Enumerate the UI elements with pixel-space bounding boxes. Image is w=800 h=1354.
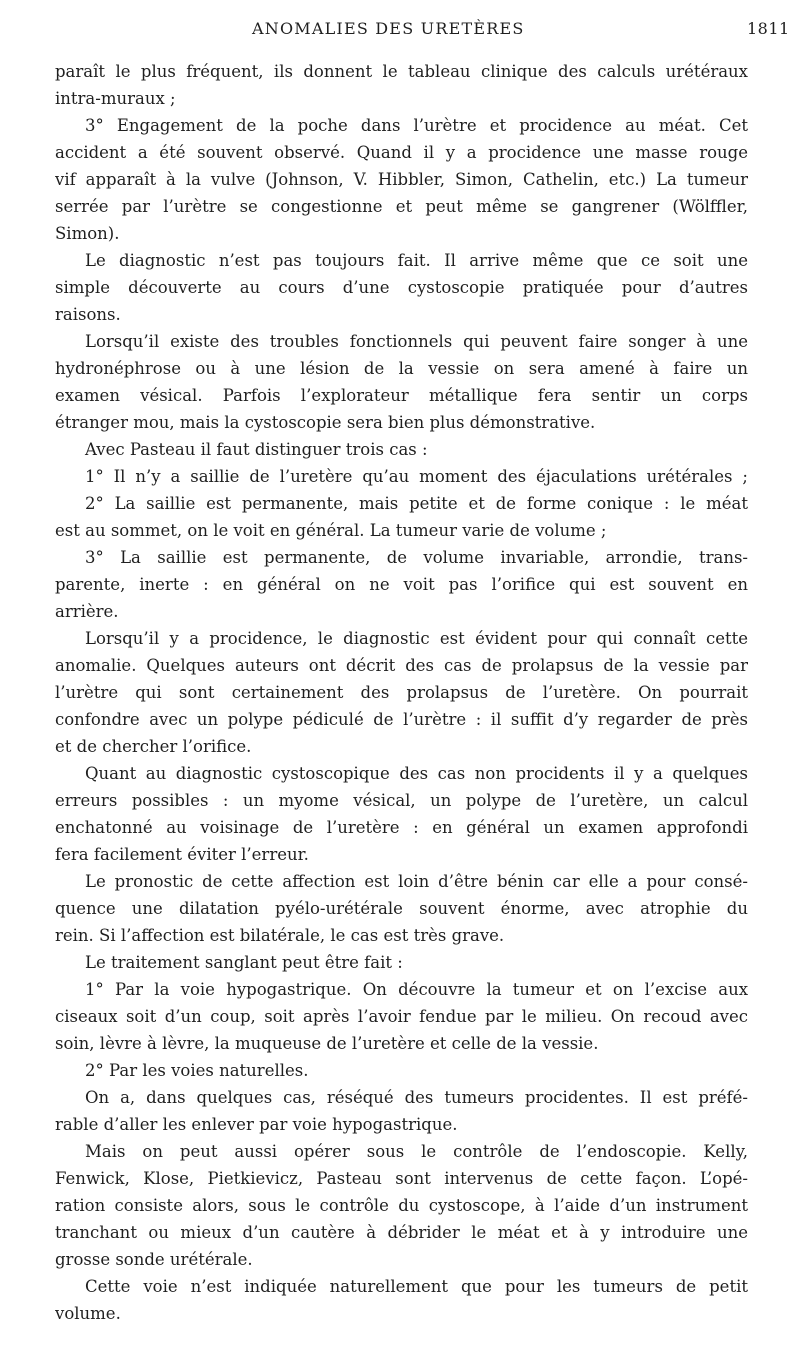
text-line: paraît le plus fréquent, ils donnent le tableau clinique des calculs urétéraux [55, 62, 748, 81]
text-line: Le diagnostic n’est pas toujours fait. Il arrive même que ce soit une [85, 251, 748, 270]
text-line: parente, inerte : en général on ne voit pas l’orifice qui est souvent en [55, 575, 748, 594]
text-line: On a, dans quelques cas, réséqué des tumeurs procidentes. Il est préfé- [85, 1088, 748, 1107]
text-line: 2° La saillie est permanente, mais petite et de forme conique : le méat [85, 494, 748, 513]
text-line: hydronéphrose ou à une lésion de la vessie on sera amené à faire un [55, 359, 748, 378]
text-line: ration consiste alors, sous le contrôle du cystoscope, à l’aide d’un instrument [55, 1196, 748, 1215]
text-line: grosse sonde urétérale. [55, 1250, 253, 1269]
text-line: quence une dilatation pyélo-urétérale souvent énorme, avec atrophie du [55, 899, 748, 918]
text-line: anomalie. Quelques auteurs ont décrit des cas de prolapsus de la vessie par [55, 656, 748, 675]
text-line: rein. Si l’affection est bilatérale, le cas est très grave. [55, 926, 505, 945]
text-line: Avec Pasteau il faut distinguer trois cas : [85, 440, 428, 459]
text-line: Fenwick, Klose, Pietkievicz, Pasteau sont intervenus de cette façon. L’opé- [55, 1169, 748, 1188]
text-line: étranger mou, mais la cystoscopie sera bien plus démonstrative. [55, 413, 596, 432]
text-line: ciseaux soit d’un coup, soit après l’avoir fendue par le milieu. On recoud avec [55, 1007, 748, 1026]
page-header [0, 13, 800, 45]
text-line: intra-muraux ; [55, 89, 176, 108]
text-line: confondre avec un polype pédiculé de l’urètre : il suffit d’y regarder de près [55, 710, 748, 729]
text-line: enchatonné au voisinage de l’uretère : en général un examen approfondi [55, 818, 748, 837]
text-line: serrée par l’urètre se congestionne et peut même se gangrener (Wölffler, [55, 197, 748, 216]
text-line: volume. [55, 1304, 121, 1323]
text-line: Simon). [55, 224, 120, 243]
text-line: l’urètre qui sont certainement des prolapsus de l’uretère. On pourrait [55, 683, 748, 702]
text-line: Cette voie n’est indiquée naturellement que pour les tumeurs de petit [85, 1277, 748, 1296]
text-line: Le pronostic de cette affection est loin d’être bénin car elle a pour consé- [85, 872, 748, 891]
text-line: fera facilement éviter l’erreur. [55, 845, 309, 864]
text-line: soin, lèvre à lèvre, la muqueuse de l’uretère et celle de la vessie. [55, 1034, 599, 1053]
text-line: arrière. [55, 602, 119, 621]
text-line: erreurs possibles : un myome vésical, un polype de l’uretère, un calcul [55, 791, 748, 810]
running-title: ANOMALIES DES URETÈRES [252, 19, 525, 38]
text-line: 3° La saillie est permanente, de volume invariable, arrondie, trans- [85, 548, 748, 567]
text-line: Le traitement sanglant peut être fait : [85, 953, 403, 972]
body-text [55, 58, 748, 1327]
text-line: accident a été souvent observé. Quand il y a procidence une masse rouge [55, 143, 748, 162]
text-line: raisons. [55, 305, 121, 324]
text-line: et de chercher l’orifice. [55, 737, 252, 756]
text-line: Lorsqu’il y a procidence, le diagnostic est évident pour qui connaît cette [85, 629, 748, 648]
text-line: vif apparaît à la vulve (Johnson, V. Hibbler, Simon, Cathelin, etc.) La tumeur [55, 170, 748, 189]
text-line: 1° Il n’y a saillie de l’uretère qu’au moment des éjaculations urétérales ; [85, 467, 748, 486]
text-line: rable d’aller les enlever par voie hypogastrique. [55, 1115, 458, 1134]
text-line: examen vésical. Parfois l’explorateur métallique fera sentir un corps [55, 386, 748, 405]
text-line: 3° Engagement de la poche dans l’urètre et procidence au méat. Cet [85, 116, 748, 135]
text-line: Lorsqu’il existe des troubles fonctionnels qui peuvent faire songer à une [85, 332, 748, 351]
text-line: Mais on peut aussi opérer sous le contrôle de l’endoscopie. Kelly, [85, 1142, 748, 1161]
text-line: est au sommet, on le voit en général. La tumeur varie de volume ; [55, 521, 607, 540]
text-line: 2° Par les voies naturelles. [85, 1061, 309, 1080]
text-line: simple découverte au cours d’une cystoscopie pratiquée pour d’autres [55, 278, 748, 297]
text-line: 1° Par la voie hypogastrique. On découvre la tumeur et on l’excise aux [85, 980, 748, 999]
text-line: tranchant ou mieux d’un cautère à débrider le méat et à y introduire une [55, 1223, 748, 1242]
text-line: Quant au diagnostic cystoscopique des cas non procidents il y a quelques [85, 764, 748, 783]
page-number: 1811 [747, 19, 790, 38]
